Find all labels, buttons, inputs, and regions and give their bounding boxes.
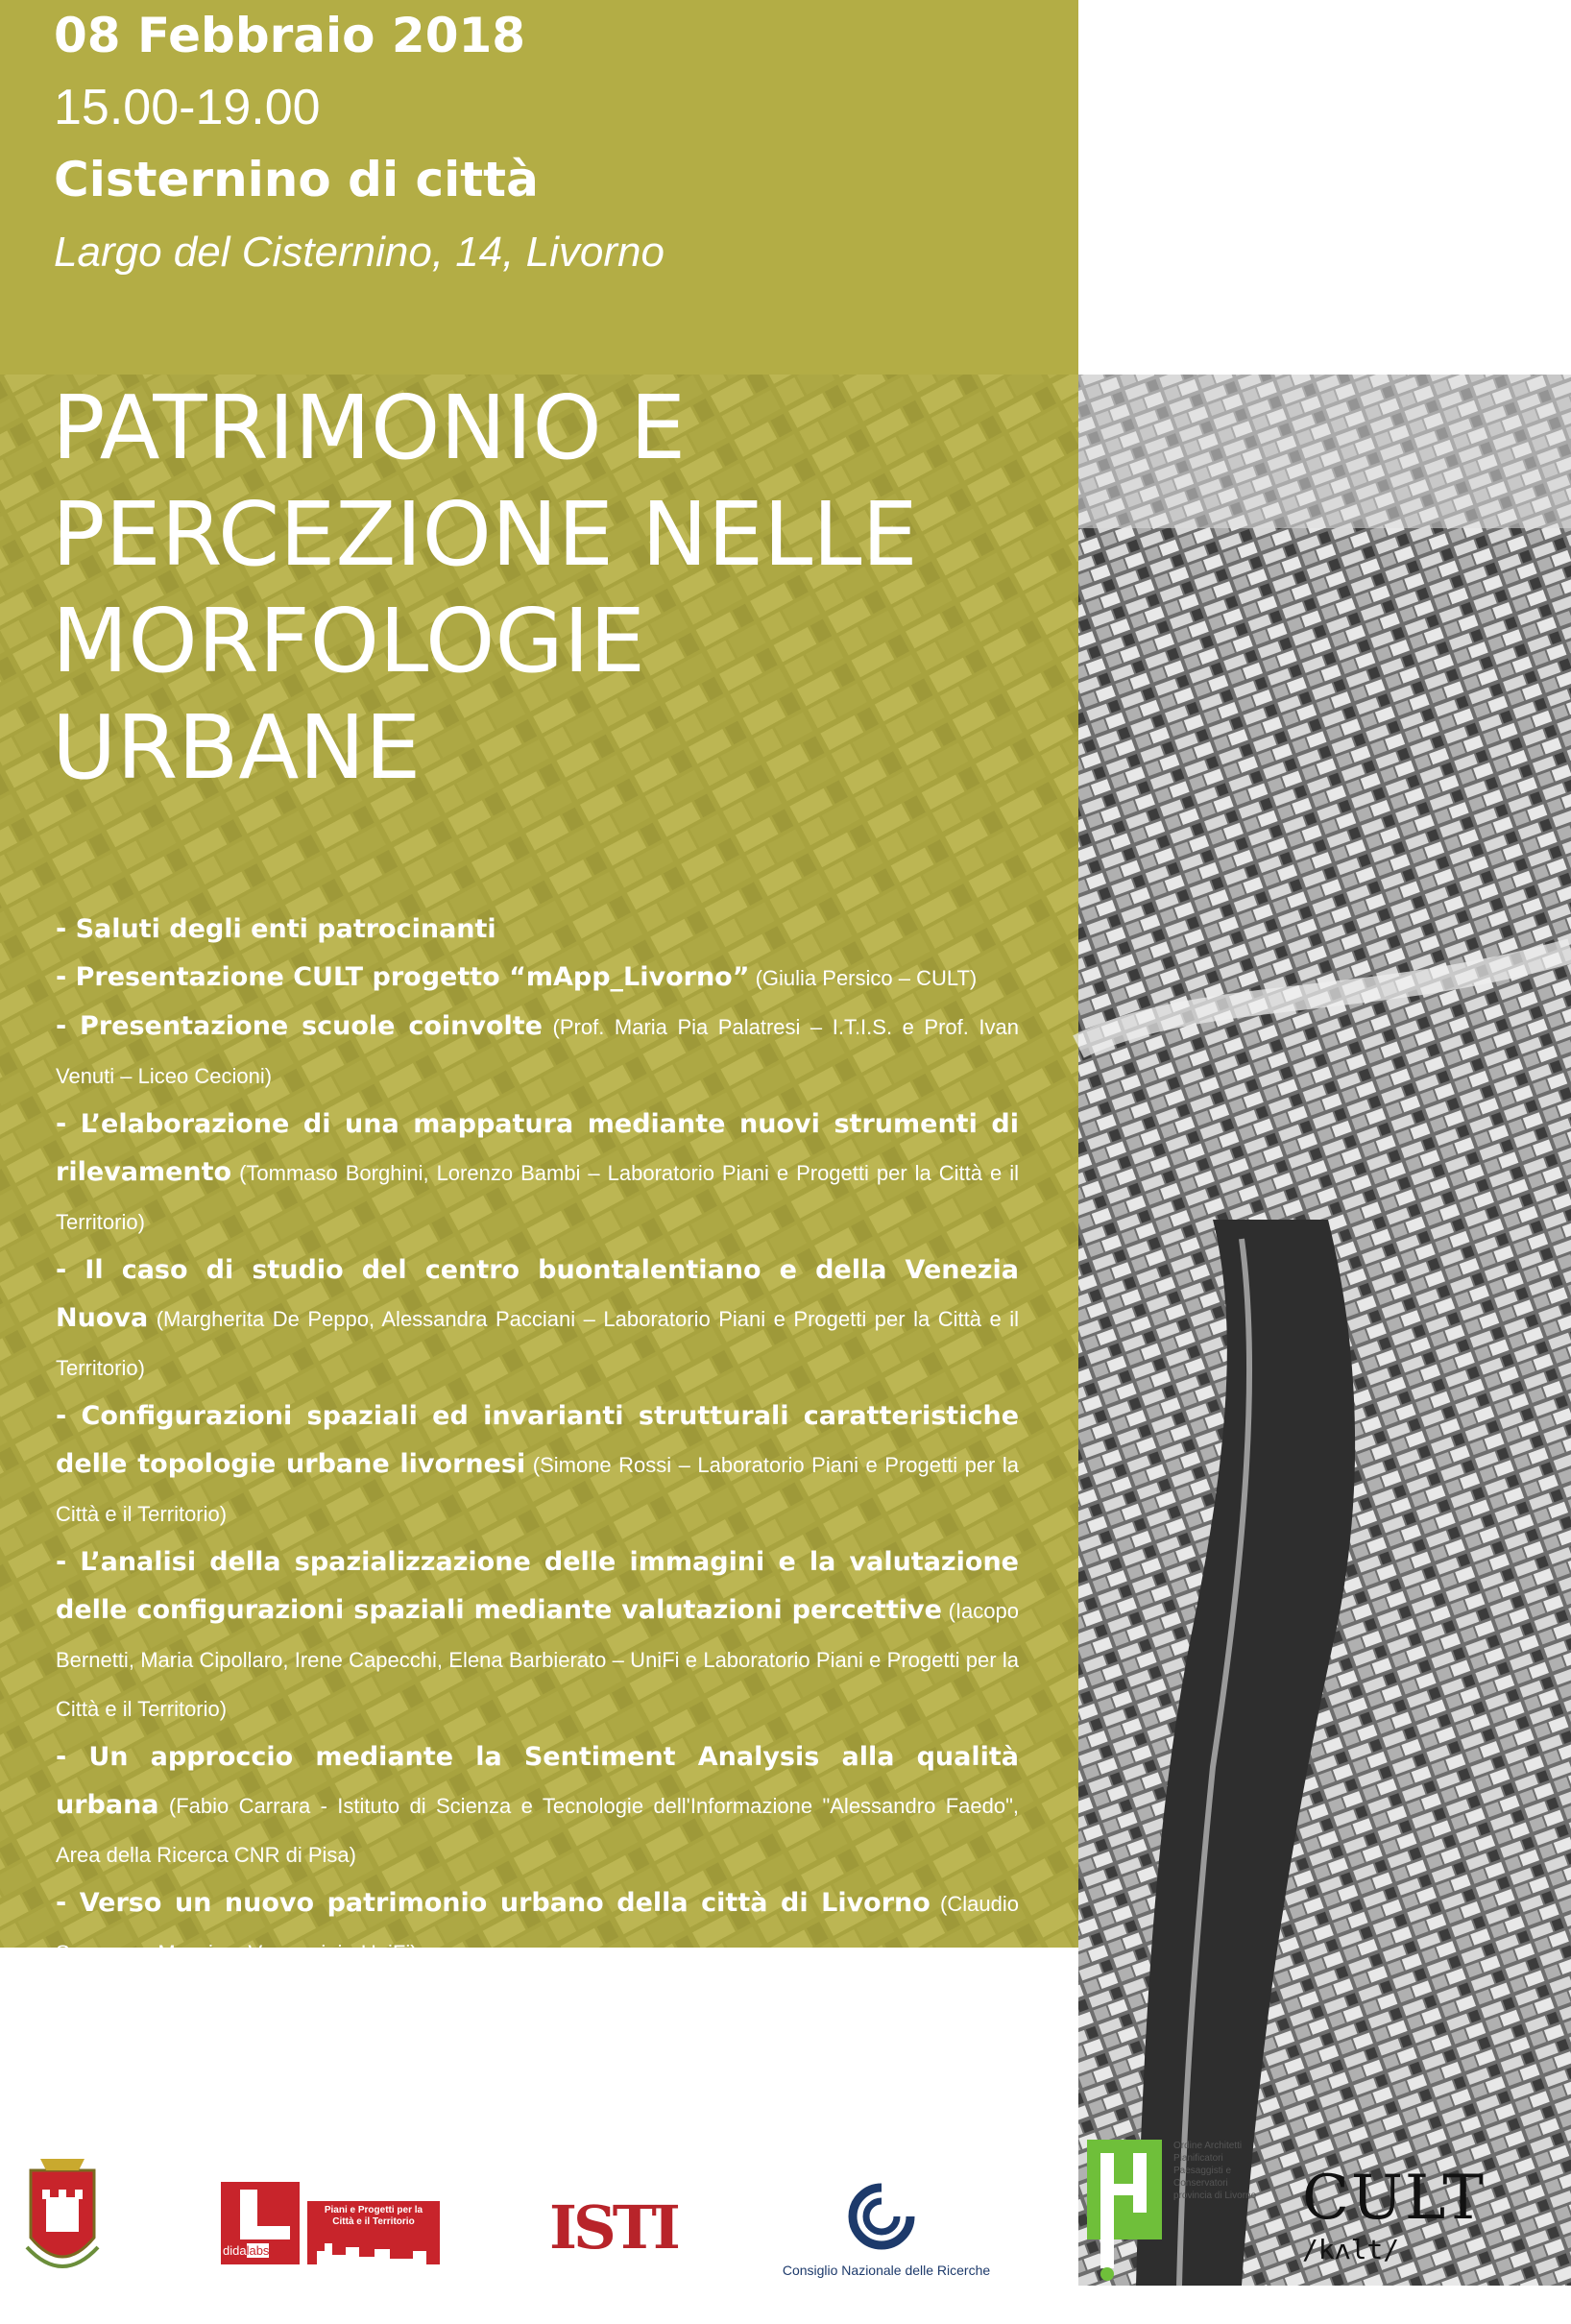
program-item: - Configurazioni spaziali ed invarianti strutturali caratteristiche delle topologie urbane livornesi (Simone Rossi – Laboratorio Piani e Progetti per la Città e il Territorio) <box>56 1401 1019 1526</box>
event-venue: Cisternino di città <box>54 152 539 207</box>
aerial-city-photo <box>1078 375 1571 2286</box>
cult-logo <box>1302 2163 1561 2265</box>
comune-livorno-crest-logo <box>21 2151 104 2286</box>
ordine-architetti-logo <box>1083 2140 1268 2284</box>
dida-labs-caption: Piani e Progetti per la Città e il Territorio <box>324 2205 423 2227</box>
program-item: - Verso un nuovo patrimonio urbano della città di Livorno (Claudio Saragosa, Massimo Vergamini - UniFi). <box>56 1888 1019 1965</box>
title-line: PERCEZIONE NELLE <box>52 483 918 586</box>
title-line: URBANE <box>52 696 422 799</box>
dida-labs-logo <box>221 2182 440 2264</box>
event-address: Largo del Cisternino, 14, Livorno <box>54 229 665 276</box>
event-time: 15.00-19.00 <box>54 80 321 135</box>
program-item: - Presentazione scuole coinvolte (Prof. Maria Pia Palatresi – I.T.I.S. e Prof. Ivan Venuti – Liceo Cecioni) <box>56 1011 1019 1088</box>
title-line: MORFOLOGIE <box>52 590 645 692</box>
ordine-architetti-caption: Ordine Architetti Pianificatori Paesaggisti e Conservatori provincia di Livorno <box>1173 2141 1257 2201</box>
aerial-photo-illustration <box>1078 375 1571 2286</box>
isti-wordmark: ISTI <box>549 2192 677 2263</box>
title-line: PATRIMONIO E <box>52 376 687 479</box>
program-item: - Presentazione CULT progetto “mApp_Livorno” (Giulia Persico – CULT) <box>56 962 978 992</box>
program-item: - Il caso di studio del centro buontalentiano e della Venezia Nuova (Margherita De Peppo, Alessandra Pacciani – Laboratorio Piani e Progetti per la Città e il Territorio) <box>56 1255 1019 1380</box>
cnr-logo <box>780 2178 993 2286</box>
ordine-architetti-emblem <box>1083 2140 1170 2284</box>
program-item: - Dibattito finale <box>56 1986 297 2016</box>
cult-wordmark: CULT <box>1302 2163 1486 2234</box>
isti-logo <box>549 2188 677 2268</box>
program-item: - Saluti degli enti patrocinanti <box>56 914 496 944</box>
dida-labs-wordmark: didalabs <box>223 2243 270 2258</box>
event-date: 08 Febbraio 2018 <box>54 8 526 63</box>
program-item: - L’analisi della spazializzazione delle immagini e la valutazione delle configurazioni spaziali mediante valutazioni percettive (Iacopo Bernetti, Maria Cipollaro, Irene Capecchi, Elena Barbierato – UniFi e Laboratorio Piani e Progetti per la Città e il Territorio) <box>56 1547 1019 1721</box>
poster-title <box>52 375 1070 801</box>
program-item: - Un approccio mediante la Sentiment Analysis alla qualità urbana (Fabio Carrara - Istituto di Scienza e Tecnologie dell'Informazione "Alessandro Faedo", Area della Ricerca CNR di Pisa) <box>56 1742 1019 1867</box>
cnr-caption: Consiglio Nazionale delle Ricerche <box>782 2263 991 2278</box>
program-list <box>56 906 1019 2025</box>
cnr-emblem <box>843 2178 920 2255</box>
program-item: - L’elaborazione di una mappatura mediante nuovi strumenti di rilevamento (Tommaso Borghini, Lorenzo Bambi – Laboratorio Piani e Progetti per la Città e il Territorio) <box>56 1109 1019 1234</box>
cult-phonetic: /kʌlt/ <box>1302 2234 1400 2265</box>
